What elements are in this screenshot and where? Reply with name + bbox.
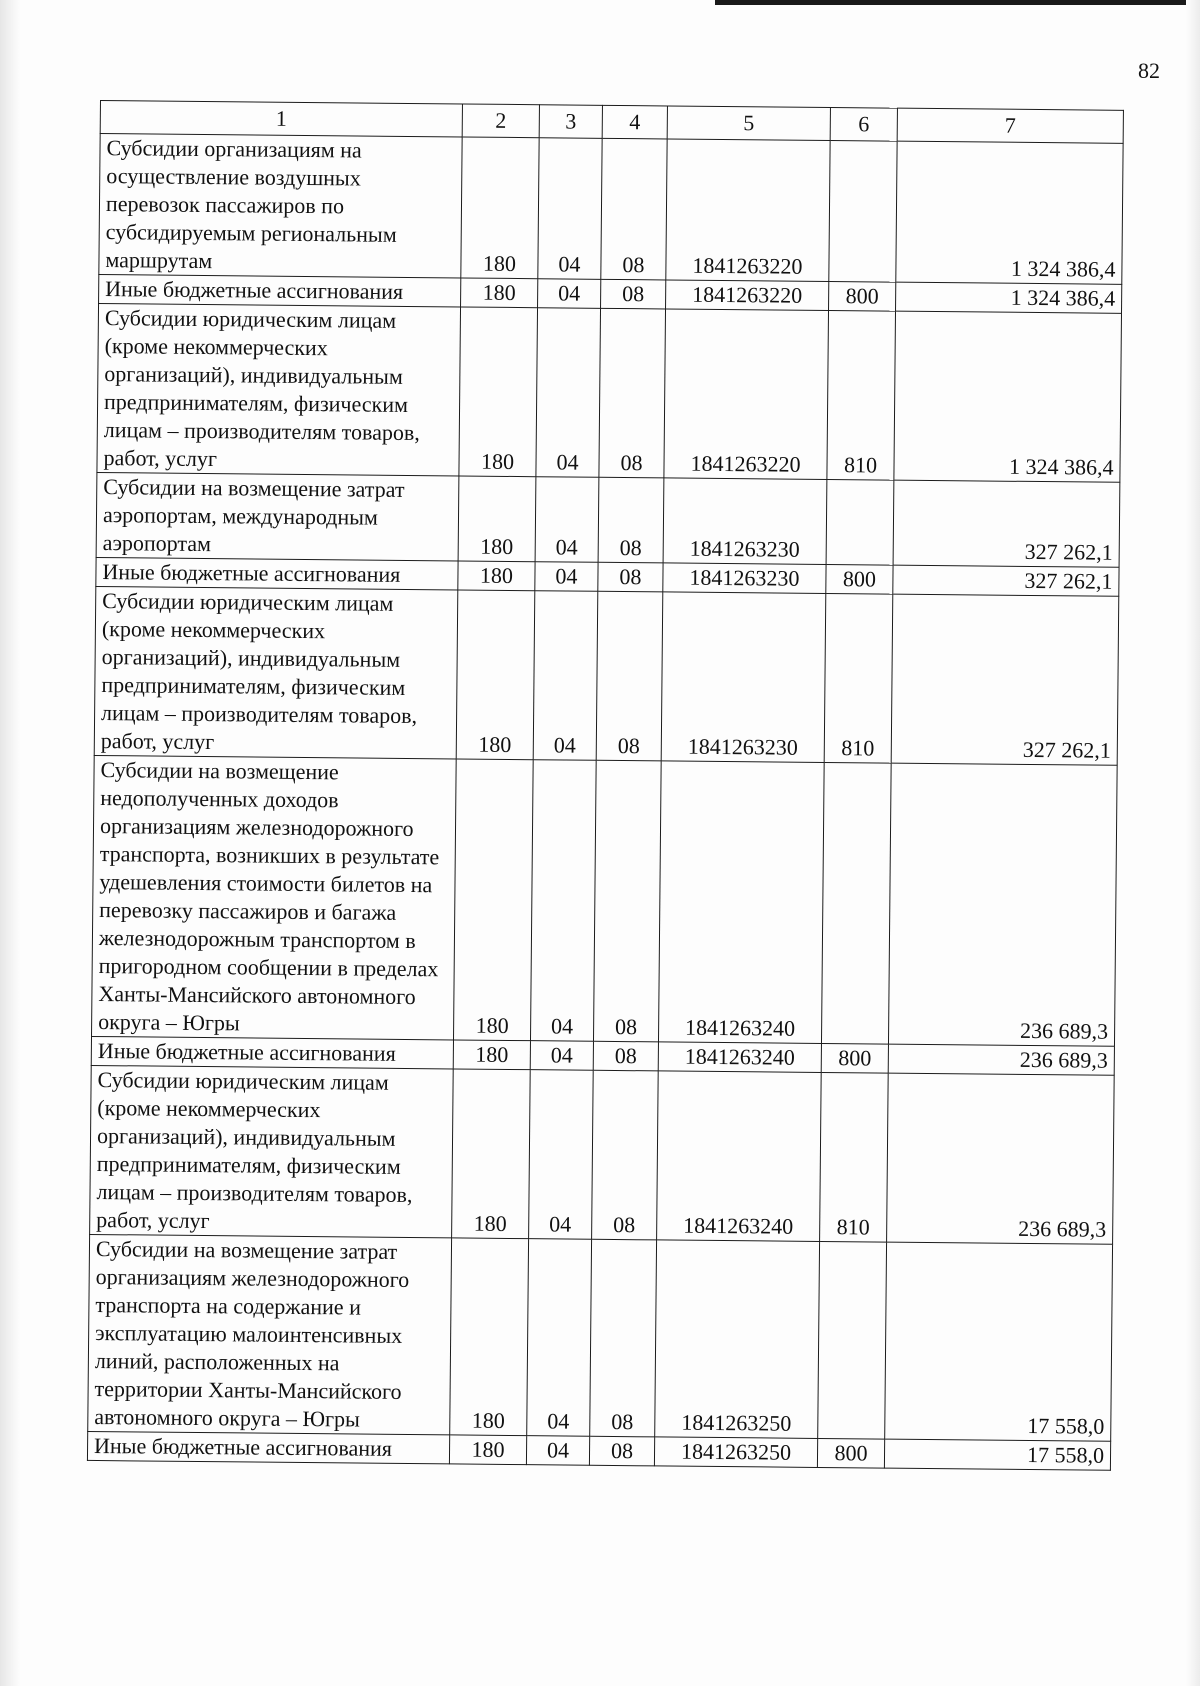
row-admin-code: 180 xyxy=(453,1040,530,1070)
row-admin-code: 180 xyxy=(452,1069,531,1239)
row-admin-code: 180 xyxy=(458,561,535,591)
row-amount: 1 324 386,4 xyxy=(896,141,1123,284)
row-name: Иные бюджетные ассигнования xyxy=(96,557,458,589)
row-target-article: 1841263230 xyxy=(663,563,826,594)
row-amount: 327 262,1 xyxy=(893,565,1119,596)
row-name: Субсидии юридическим лицам (кроме некоммерческих организаций), индивидуальным предпринимателям, физическим лицам – производителям товаров, работ, услуг xyxy=(90,1065,454,1237)
row-subsection: 08 xyxy=(599,308,666,478)
row-section: 04 xyxy=(533,591,598,761)
row-admin-code: 180 xyxy=(450,1238,529,1436)
row-name: Субсидии на возмещение затрат организациям железнодорожного транспорта на содержание и эксплуатацию малоинтенсивных линий, расположенных на территории Ханты-Мансийского автономного округа – Югры xyxy=(88,1234,452,1434)
row-amount: 1 324 386,4 xyxy=(894,311,1122,482)
scan-left-edge xyxy=(0,0,20,1686)
row-expense-type: 800 xyxy=(826,564,893,594)
row-admin-code: 180 xyxy=(458,476,536,562)
row-expense-type xyxy=(826,479,894,565)
scan-top-edge xyxy=(715,0,1200,5)
row-expense-type: 810 xyxy=(824,593,893,763)
row-amount: 327 262,1 xyxy=(893,480,1120,567)
row-section: 04 xyxy=(530,760,596,1042)
table-row xyxy=(96,472,1120,567)
column-header: 1 xyxy=(100,101,462,137)
budget-table xyxy=(87,100,1124,1471)
row-amount: 236 689,3 xyxy=(887,1073,1115,1244)
table-row xyxy=(99,134,1123,285)
row-subsection: 08 xyxy=(590,1239,657,1437)
row-subsection: 08 xyxy=(593,1041,658,1071)
row-expense-type: 810 xyxy=(827,311,896,481)
row-admin-code: 180 xyxy=(461,278,538,308)
row-expense-type: 800 xyxy=(829,282,896,312)
row-subsection: 08 xyxy=(601,138,667,280)
row-subsection: 08 xyxy=(596,591,663,761)
table-row xyxy=(97,303,1122,482)
table-row xyxy=(90,1065,1115,1244)
scan-right-edge xyxy=(1186,0,1200,1686)
row-name: Субсидии юридическим лицам (кроме некоммерческих организаций), индивидуальным предпринимателям, физическим лицам – производителям товаров, работ, услуг xyxy=(97,303,461,475)
row-target-article: 1841263230 xyxy=(661,592,826,763)
table-row xyxy=(88,1234,1113,1441)
row-subsection: 08 xyxy=(598,477,664,563)
row-section: 04 xyxy=(535,562,598,592)
row-subsection: 08 xyxy=(589,1436,654,1466)
row-amount: 236 689,3 xyxy=(888,1044,1114,1075)
row-amount: 1 324 386,4 xyxy=(896,282,1122,313)
row-amount: 17 558,0 xyxy=(884,1439,1110,1470)
column-header: 2 xyxy=(462,104,539,138)
row-section: 04 xyxy=(536,308,601,478)
row-expense-type: 810 xyxy=(820,1072,889,1242)
row-admin-code: 180 xyxy=(459,307,538,477)
row-section: 04 xyxy=(530,1041,593,1071)
row-target-article: 1841263250 xyxy=(654,1437,817,1468)
row-amount: 236 689,3 xyxy=(888,763,1117,1046)
row-subsection: 08 xyxy=(592,1070,659,1240)
page-number: 82 xyxy=(1138,58,1160,83)
row-admin-code: 180 xyxy=(449,1435,526,1465)
row-target-article: 1841263240 xyxy=(658,761,824,1044)
row-target-article: 1841263220 xyxy=(666,280,829,311)
row-name: Субсидии на возмещение затрат аэропортам, международным аэропортам xyxy=(96,472,459,560)
row-admin-code: 180 xyxy=(453,759,533,1041)
row-admin-code: 180 xyxy=(461,137,539,279)
row-admin-code: 180 xyxy=(456,590,535,760)
row-name: Субсидии юридическим лицам (кроме некоммерческих организаций), индивидуальным предпринимателям, физическим лицам – производителям товаров, работ, услуг xyxy=(94,586,458,758)
column-header: 7 xyxy=(897,108,1123,143)
column-header: 5 xyxy=(667,106,830,141)
column-header: 6 xyxy=(830,108,897,142)
row-name: Субсидии на возмещение недополученных доходов организациям железнодорожного транспорта, возникших в результате удешевления стоимости билетов на перевозку пассажиров и багажа железнодорожным транспортом в пригородном сообщении в пределах Ханты-Мансийского автономного округа – Югры xyxy=(92,755,457,1039)
table-row xyxy=(92,755,1118,1046)
row-expense-type: 800 xyxy=(817,1438,884,1468)
row-target-article: 1841263240 xyxy=(658,1042,821,1073)
row-amount: 17 558,0 xyxy=(885,1242,1113,1441)
row-target-article: 1841263240 xyxy=(657,1071,822,1242)
row-expense-type: 800 xyxy=(821,1043,888,1073)
row-subsection: 08 xyxy=(593,760,661,1042)
row-expense-type xyxy=(818,1241,887,1439)
table-row xyxy=(94,586,1119,765)
row-name: Иные бюджетные ассигнования xyxy=(91,1036,453,1068)
row-section: 04 xyxy=(529,1070,594,1240)
row-name: Субсидии организациям на осуществление воздушных перевозок пассажиров по субсидируемым региональным маршрутам xyxy=(99,134,462,278)
row-section: 04 xyxy=(538,138,602,280)
row-section: 04 xyxy=(538,279,601,309)
row-name: Иные бюджетные ассигнования xyxy=(99,274,461,306)
row-target-article: 1841263220 xyxy=(666,139,830,282)
column-header: 3 xyxy=(539,105,602,139)
row-subsection: 08 xyxy=(601,279,666,309)
row-section: 04 xyxy=(535,477,599,563)
row-target-article: 1841263220 xyxy=(664,309,829,480)
row-subsection: 08 xyxy=(598,562,663,592)
row-section: 04 xyxy=(527,1239,592,1437)
row-target-article: 1841263230 xyxy=(663,478,827,565)
row-name: Иные бюджетные ассигнования xyxy=(87,1431,449,1463)
row-expense-type xyxy=(829,141,897,283)
row-section: 04 xyxy=(526,1436,589,1466)
row-expense-type xyxy=(821,762,891,1044)
column-header: 4 xyxy=(602,105,667,139)
row-amount: 327 262,1 xyxy=(891,594,1119,765)
row-target-article: 1841263250 xyxy=(655,1240,820,1439)
